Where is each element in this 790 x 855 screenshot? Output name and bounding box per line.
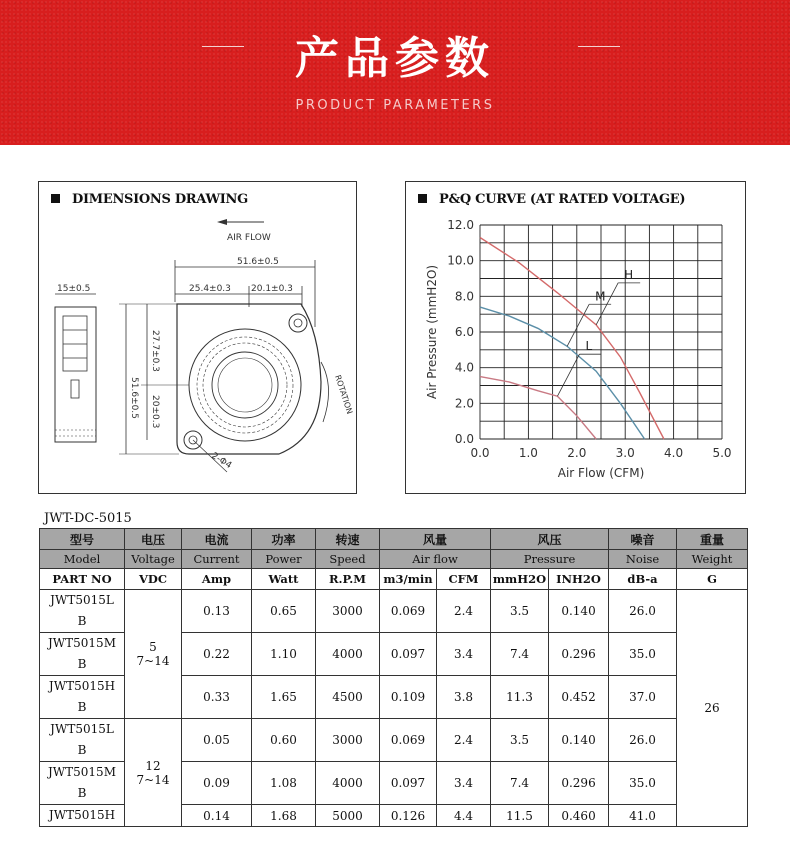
pq-chart xyxy=(406,182,744,492)
dim-height-total: 51.6±0.5 xyxy=(129,377,139,419)
table-row xyxy=(40,590,748,633)
inh2o-cell: 0.140 xyxy=(549,590,609,633)
dim-height-upper: 27.7±0.3 xyxy=(150,330,160,372)
m3-cell: 0.069 xyxy=(380,590,437,633)
mmh2o-cell: 3.5 xyxy=(491,590,549,633)
y-tick-label: 12.0 xyxy=(447,218,474,232)
header-airflow-cn: 风量 xyxy=(380,529,491,550)
rpm-cell: 4500 xyxy=(316,676,380,719)
series-line-H xyxy=(480,237,664,439)
dimensions-panel xyxy=(38,181,357,494)
x-axis-label: Air Flow (CFM) xyxy=(557,466,645,480)
unit-mmh2o: mmH2O xyxy=(491,569,549,590)
y-tick-label: 4.0 xyxy=(454,360,474,375)
banner-subtitle: PRODUCT PARAMETERS xyxy=(295,98,495,113)
x-tick-label: 5.0 xyxy=(712,446,732,460)
rpm-cell: 4000 xyxy=(316,762,380,805)
header-weight-cn: 重量 xyxy=(677,529,748,550)
m3-cell: 0.109 xyxy=(380,676,437,719)
noise-cell: 35.0 xyxy=(609,762,677,805)
rpm-cell: 3000 xyxy=(316,590,380,633)
dim-height-lower: 20±0.3 xyxy=(150,395,160,429)
x-tick-label: 1.0 xyxy=(518,446,538,460)
model-cell: JWT5015H xyxy=(40,805,125,827)
model-caption: JWT-DC-5015 xyxy=(44,511,132,526)
dimensions-drawing xyxy=(39,182,355,492)
dimensions-panel-title: DIMENSIONS DRAWING xyxy=(51,192,248,207)
header-noise-cn: 噪音 xyxy=(609,529,677,550)
rpm-cell: 3000 xyxy=(316,719,380,762)
dim-width-right: 20.1±0.3 xyxy=(251,284,293,294)
series-label-L: L xyxy=(585,339,593,354)
mmh2o-cell: 11.3 xyxy=(491,676,549,719)
rpm-cell: 4000 xyxy=(316,633,380,676)
mmh2o-cell: 7.4 xyxy=(491,633,549,676)
unit-vdc: VDC xyxy=(125,569,182,590)
unit-g: G xyxy=(677,569,748,590)
unit-inh2o: INH2O xyxy=(549,569,609,590)
noise-cell: 35.0 xyxy=(609,633,677,676)
spec-table xyxy=(39,528,748,827)
noise-cell: 41.0 xyxy=(609,805,677,827)
y-tick-label: 8.0 xyxy=(454,289,474,304)
model-cell: JWT5015L B xyxy=(40,590,125,633)
mmh2o-cell: 11.5 xyxy=(491,805,549,827)
x-tick-label: 2.0 xyxy=(567,446,587,460)
unit-watt: Watt xyxy=(252,569,316,590)
header-model-en: Model xyxy=(40,550,125,569)
header-power-cn: 功率 xyxy=(252,529,316,550)
voltage-group-cell: 12 7~14 xyxy=(125,719,182,827)
unit-part-no: PART NO xyxy=(40,569,125,590)
cfm-cell: 2.4 xyxy=(437,590,491,633)
rotation-label: ROTATION xyxy=(333,373,355,416)
cfm-cell: 3.4 xyxy=(437,633,491,676)
y-tick-label: 10.0 xyxy=(447,253,474,268)
table-row xyxy=(40,719,748,762)
header-speed-cn: 转速 xyxy=(316,529,380,550)
unit-amp: Amp xyxy=(182,569,252,590)
mmh2o-cell: 3.5 xyxy=(491,719,549,762)
inh2o-cell: 0.452 xyxy=(549,676,609,719)
rpm-cell: 5000 xyxy=(316,805,380,827)
amp-cell: 0.33 xyxy=(182,676,252,719)
dim-width-total: 51.6±0.5 xyxy=(237,257,279,267)
header-noise-en: Noise xyxy=(609,550,677,569)
amp-cell: 0.22 xyxy=(182,633,252,676)
cfm-cell: 4.4 xyxy=(437,805,491,827)
banner-divider-right xyxy=(578,46,620,47)
series-label-H: H xyxy=(624,267,634,282)
unit-m3min: m3/min xyxy=(380,569,437,590)
model-cell: JWT5015H B xyxy=(40,676,125,719)
header-airflow-en: Air flow xyxy=(380,550,491,569)
header-current-cn: 电流 xyxy=(182,529,252,550)
dim-width-left: 25.4±0.3 xyxy=(189,284,231,294)
model-cell: JWT5015M B xyxy=(40,633,125,676)
inh2o-cell: 0.296 xyxy=(549,633,609,676)
header-row-units xyxy=(40,569,748,590)
pq-panel-title: P&Q CURVE (AT RATED VOLTAGE) xyxy=(418,192,685,207)
amp-cell: 0.09 xyxy=(182,762,252,805)
inh2o-cell: 0.296 xyxy=(549,762,609,805)
noise-cell: 26.0 xyxy=(609,719,677,762)
header-voltage-cn: 电压 xyxy=(125,529,182,550)
x-tick-label: 0.0 xyxy=(470,446,490,460)
noise-cell: 37.0 xyxy=(609,676,677,719)
weight-cell: 26 xyxy=(677,590,748,827)
air-flow-label: AIR FLOW xyxy=(227,233,271,243)
voltage-group-cell: 5 7~14 xyxy=(125,590,182,719)
header-current-en: Current xyxy=(182,550,252,569)
header-row-cn xyxy=(40,529,748,550)
header-weight-en: Weight xyxy=(677,550,748,569)
pq-curve-panel xyxy=(405,181,746,494)
m3-cell: 0.069 xyxy=(380,719,437,762)
watt-cell: 1.65 xyxy=(252,676,316,719)
inh2o-cell: 0.140 xyxy=(549,719,609,762)
cfm-cell: 3.8 xyxy=(437,676,491,719)
cfm-cell: 2.4 xyxy=(437,719,491,762)
watt-cell: 0.65 xyxy=(252,590,316,633)
inh2o-cell: 0.460 xyxy=(549,805,609,827)
x-tick-label: 3.0 xyxy=(615,446,635,460)
dim-hole: 2-Φ4 xyxy=(209,451,234,472)
watt-cell: 1.10 xyxy=(252,633,316,676)
amp-cell: 0.13 xyxy=(182,590,252,633)
model-cell: JWT5015M B xyxy=(40,762,125,805)
watt-cell: 1.08 xyxy=(252,762,316,805)
header-pressure-cn: 风压 xyxy=(491,529,609,550)
unit-dba: dB-a xyxy=(609,569,677,590)
series-callout xyxy=(557,354,579,396)
series-line-M xyxy=(480,307,645,439)
model-cell: JWT5015L B xyxy=(40,719,125,762)
header-power-en: Power xyxy=(252,550,316,569)
y-tick-label: 0.0 xyxy=(454,432,474,446)
m3-cell: 0.126 xyxy=(380,805,437,827)
header-speed-en: Speed xyxy=(316,550,380,569)
series-label-M: M xyxy=(595,289,606,304)
header-pressure-en: Pressure xyxy=(491,550,609,569)
header-model-cn: 型号 xyxy=(40,529,125,550)
cfm-cell: 3.4 xyxy=(437,762,491,805)
amp-cell: 0.14 xyxy=(182,805,252,827)
mmh2o-cell: 7.4 xyxy=(491,762,549,805)
amp-cell: 0.05 xyxy=(182,719,252,762)
noise-cell: 26.0 xyxy=(609,590,677,633)
header-row-en xyxy=(40,550,748,569)
unit-rpm: R.P.M xyxy=(316,569,380,590)
banner-title: 产品参数 xyxy=(295,33,495,84)
header-banner xyxy=(0,0,790,145)
m3-cell: 0.097 xyxy=(380,762,437,805)
unit-cfm: CFM xyxy=(437,569,491,590)
y-tick-label: 6.0 xyxy=(454,325,474,339)
y-axis-label: Air Pressure (mmH2O) xyxy=(425,264,439,400)
header-voltage-en: Voltage xyxy=(125,550,182,569)
m3-cell: 0.097 xyxy=(380,633,437,676)
watt-cell: 0.60 xyxy=(252,719,316,762)
x-tick-label: 4.0 xyxy=(664,446,684,460)
dim-side-width: 15±0.5 xyxy=(57,284,91,294)
y-tick-label: 2.0 xyxy=(454,396,474,411)
watt-cell: 1.68 xyxy=(252,805,316,827)
